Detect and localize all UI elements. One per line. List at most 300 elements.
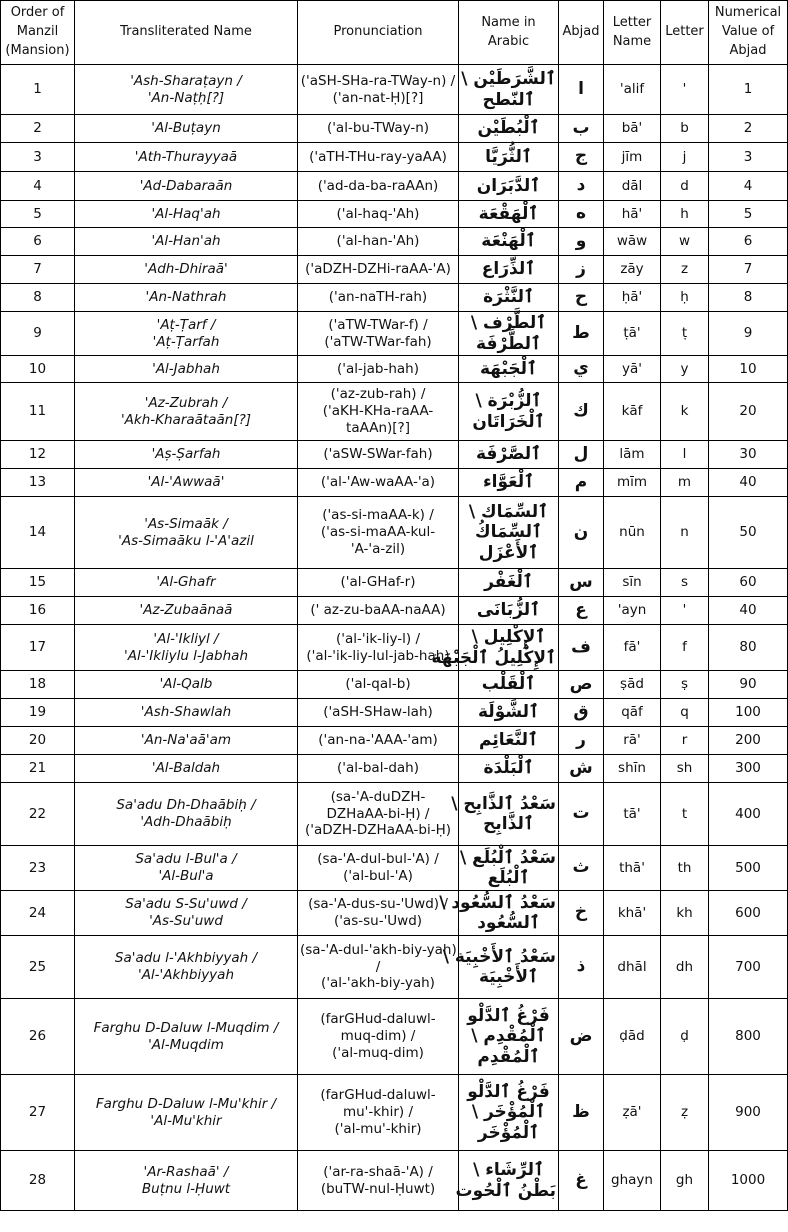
cell-letter: f — [661, 625, 709, 671]
cell-pronunciation — [298, 383, 459, 441]
cell-translit-line: Sa'adu Dh-Dhaābiḥ / — [116, 797, 256, 814]
cell-order: 11 — [1, 383, 75, 441]
cell-arabic-line: ٱلطَّرْف \ — [470, 313, 547, 334]
cell-letter: dh — [661, 936, 709, 999]
cell-translit-line: 'Al-'Akhbiyyah — [137, 967, 235, 983]
cell-letter-name: lām — [604, 441, 661, 469]
cell-arabic-line: ٱلنَّثْرَة — [483, 287, 534, 308]
cell-pronunciation-line: ('aKH-KHa-raAA- — [322, 403, 434, 420]
header-letter-name-line: Letter — [612, 14, 652, 30]
table-row — [1, 115, 788, 143]
table-row — [1, 755, 788, 783]
cell-letter-name: wāw — [604, 228, 661, 256]
cell-abjad: ص — [559, 671, 604, 699]
cell-translit-line: 'Al-Bul'a — [158, 868, 214, 884]
table-row — [1, 143, 788, 172]
cell-pronunciation-line: ('al-jab-hah) — [337, 360, 419, 377]
cell-arabic — [442, 936, 559, 999]
cell-translit-line: 'Ar-Rashaā' / — [143, 1163, 229, 1180]
cell-arabic — [459, 172, 559, 201]
cell-arabic-line: ٱلْغَفْر — [484, 572, 533, 593]
cell-order: 22 — [1, 783, 75, 846]
table-row — [1, 383, 788, 441]
table-row — [1, 597, 788, 625]
cell-pronunciation-line: ('al-bul-'A) — [343, 868, 413, 884]
header-value-line: Abjad — [729, 42, 767, 58]
cell-abjad: ك — [559, 383, 604, 441]
cell-translit-line: 'An-Naṭḥ[?] — [147, 89, 225, 106]
cell-abjad: ف — [559, 625, 604, 671]
cell-translit-line: 'As-Su'uwd — [149, 913, 223, 929]
table-row — [1, 936, 788, 999]
table-row — [1, 172, 788, 201]
cell-letter-name: jīm — [604, 143, 661, 172]
cell-arabic-line: ٱلنَّعَائِم — [479, 730, 538, 751]
cell-translit-line: 'Al-'Awwaā' — [147, 474, 225, 491]
cell-translit-line: 'Al-Han'ah — [151, 233, 221, 250]
cell-pronunciation-line: ('an-na-'AAA-'am) — [318, 732, 438, 749]
cell-letter-name: dhāl — [604, 936, 661, 999]
cell-letter: r — [661, 727, 709, 755]
cell-letter: kh — [661, 891, 709, 936]
cell-pronunciation — [298, 115, 459, 143]
cell-translit-line: 'An-Na'aā'am — [140, 732, 232, 749]
cell-letter: ' — [661, 65, 709, 115]
cell-pronunciation — [298, 65, 459, 115]
cell-arabic — [459, 597, 559, 625]
cell-order: 9 — [1, 312, 75, 356]
cell-pronunciation — [298, 727, 459, 755]
cell-letter: ṭ — [661, 312, 709, 356]
cell-arabic — [459, 356, 559, 383]
cell-arabic-line: ٱلدَّبَرَان — [476, 175, 541, 196]
cell-arabic-line: ٱلسِّمَاكُ — [474, 522, 542, 543]
cell-translit — [75, 999, 298, 1075]
cell-arabic — [459, 65, 559, 115]
cell-arabic — [459, 1075, 559, 1151]
cell-arabic-line: سَعْدُ ٱلسُّعُود \ — [439, 892, 556, 913]
cell-pronunciation-line: (farGHud-daluwl- — [320, 1087, 436, 1104]
cell-translit — [75, 469, 298, 497]
cell-translit — [75, 201, 298, 228]
cell-pronunciation — [298, 1151, 459, 1211]
cell-abjad: ش — [559, 755, 604, 783]
cell-value: 7 — [709, 256, 788, 284]
cell-pronunciation-line: ('al-qal-b) — [345, 676, 411, 693]
cell-translit-line: 'Adh-Dhaābiḥ — [140, 814, 232, 830]
cell-arabic-line: ٱلْعَوَّاء — [482, 472, 535, 493]
cell-arabic-line: ٱلإِكْلِيلُ ٱلْجَبْهَة — [431, 647, 556, 668]
cell-pronunciation-line: ('al-'Aw-waAA-'a) — [320, 474, 436, 491]
cell-pronunciation-line: ('al-'akh-biy-yah) — [321, 975, 435, 992]
cell-order: 5 — [1, 201, 75, 228]
cell-order: 25 — [1, 936, 75, 999]
cell-translit-line: Sa'adu S-Su'uwd / — [125, 896, 247, 913]
table-row — [1, 699, 788, 727]
cell-abjad: ظ — [559, 1075, 604, 1151]
cell-arabic-line: ٱلنّطح — [482, 89, 535, 110]
cell-translit-line: 'Az-Zubrah / — [144, 394, 228, 411]
cell-translit — [75, 671, 298, 699]
cell-pronunciation-line: ('al-'ik-liy-l) / — [335, 630, 420, 647]
cell-arabic-line: ٱلسُّعُود — [477, 913, 540, 933]
table-row — [1, 256, 788, 284]
cell-pronunciation — [298, 497, 459, 569]
cell-abjad: ن — [559, 497, 604, 569]
cell-order: 26 — [1, 999, 75, 1075]
cell-pronunciation — [298, 201, 459, 228]
cell-pronunciation-line: taAAn)[?] — [346, 419, 410, 436]
cell-letter-name: fā' — [604, 625, 661, 671]
cell-arabic — [459, 143, 559, 172]
cell-value: 1000 — [709, 1151, 788, 1211]
cell-arabic-line: ٱلْمُؤْخَر \ — [471, 1102, 546, 1123]
cell-order: 18 — [1, 671, 75, 699]
cell-arabic — [459, 441, 559, 469]
cell-letter: j — [661, 143, 709, 172]
cell-pronunciation-line: ('ar-ra-shaā-'A) / — [323, 1163, 433, 1180]
cell-order: 20 — [1, 727, 75, 755]
header-pronunciation: Pronunciation — [298, 1, 459, 65]
cell-pronunciation — [298, 891, 459, 936]
cell-value: 40 — [709, 597, 788, 625]
cell-pronunciation-line: DZHaAA-bi-Ḥ) / — [326, 805, 430, 822]
cell-letter-name: qāf — [604, 699, 661, 727]
cell-value: 1 — [709, 65, 788, 115]
cell-arabic-line: ٱلْبَلْدَة — [483, 758, 534, 779]
cell-pronunciation — [298, 846, 459, 891]
cell-translit — [75, 356, 298, 383]
cell-translit-line: 'Al-Jabhah — [152, 360, 220, 377]
cell-order: 17 — [1, 625, 75, 671]
header-translit: Transliterated Name — [75, 1, 298, 65]
cell-translit-line: 'Aṣ-Ṣarfah — [151, 446, 221, 463]
cell-pronunciation-line: ('al-GHaf-r) — [340, 574, 416, 591]
cell-order: 16 — [1, 597, 75, 625]
cell-translit — [75, 1151, 298, 1211]
cell-letter-name: ghayn — [604, 1151, 661, 1211]
cell-pronunciation-line: ('as-si-maAA-kul- — [320, 524, 436, 541]
cell-pronunciation — [298, 755, 459, 783]
cell-letter: th — [661, 846, 709, 891]
header-order — [1, 1, 75, 65]
cell-letter: d — [661, 172, 709, 201]
cell-translit-line: 'Aṭ-Ṭarfah — [152, 333, 220, 350]
cell-value: 200 — [709, 727, 788, 755]
cell-translit — [75, 1075, 298, 1151]
cell-letter: m — [661, 469, 709, 497]
cell-pronunciation-line: muq-dim) / — [340, 1028, 416, 1045]
cell-abjad: و — [559, 228, 604, 256]
cell-abjad: ث — [559, 846, 604, 891]
cell-translit-line: 'Al-Ghafr — [156, 574, 216, 591]
cell-letter-name: tā' — [604, 783, 661, 846]
cell-arabic-line: فَرْغُ ٱلدَّلْو — [467, 1081, 550, 1102]
cell-translit — [75, 65, 298, 115]
cell-arabic-line: سَعْدُ ٱلْبُلَع \ — [459, 847, 556, 868]
cell-pronunciation-line: ('aSW-SWar-fah) — [323, 446, 433, 463]
cell-pronunciation — [298, 228, 459, 256]
cell-order: 21 — [1, 755, 75, 783]
cell-pronunciation-line: ('az-zub-rah) / — [330, 386, 426, 403]
cell-pronunciation-line: ('aSH-SHa-ra-TWay-n) / — [300, 72, 456, 89]
cell-value: 400 — [709, 783, 788, 846]
cell-letter-name: 'ayn — [604, 597, 661, 625]
cell-translit-line: 'Ash-Sharaṭayn / — [130, 72, 242, 89]
header-row — [1, 1, 788, 65]
cell-arabic — [459, 755, 559, 783]
cell-pronunciation — [298, 999, 459, 1075]
cell-translit-line: 'Al-Muqdim — [148, 1036, 224, 1053]
cell-translit-line: Buṭnu l-Ḥuwt — [141, 1180, 231, 1197]
cell-order: 1 — [1, 65, 75, 115]
cell-arabic — [459, 228, 559, 256]
cell-translit-line: 'Ad-Dabaraān — [139, 177, 233, 194]
cell-value: 8 — [709, 284, 788, 312]
cell-abjad: س — [559, 569, 604, 597]
cell-translit — [75, 891, 298, 936]
cell-arabic-line: ٱلأَعْزَل — [478, 542, 539, 563]
header-value-line: Numerical — [714, 5, 782, 21]
cell-value: 4 — [709, 172, 788, 201]
cell-arabic-line: سَعْدُ ٱلذَّابِح \ — [451, 793, 556, 814]
cell-pronunciation — [298, 441, 459, 469]
cell-letter-name: ṣād — [604, 671, 661, 699]
cell-abjad: ق — [559, 699, 604, 727]
cell-pronunciation-line: ('as-si-maAA-k) / — [322, 507, 434, 524]
cell-arabic — [459, 727, 559, 755]
cell-letter: ḍ — [661, 999, 709, 1075]
cell-translit — [75, 284, 298, 312]
cell-pronunciation-line: ('aDZH-DZHi-raAA-'A) — [305, 261, 451, 278]
cell-arabic-line: ٱلْخَرَاتَان — [472, 411, 545, 432]
cell-translit — [75, 228, 298, 256]
cell-translit-line: 'Ash-Shawlah — [140, 704, 232, 721]
cell-pronunciation-line: ('aDZH-DZHaAA-bi-Ḥ) — [304, 822, 451, 839]
cell-arabic-line: ٱلْهَقْعَة — [478, 203, 539, 224]
cell-pronunciation — [298, 356, 459, 383]
cell-pronunciation-line: ('aTH-THu-ray-yaAA) — [309, 148, 447, 165]
table-row — [1, 671, 788, 699]
cell-value: 2 — [709, 115, 788, 143]
cell-pronunciation — [298, 597, 459, 625]
cell-value: 800 — [709, 999, 788, 1075]
cell-letter-name: ṭā' — [604, 312, 661, 356]
cell-pronunciation-line: (sa-'A-dul-bul-'A) / — [317, 851, 439, 868]
cell-abjad: ض — [559, 999, 604, 1075]
cell-arabic — [459, 671, 559, 699]
cell-pronunciation-line: ('as-su-'Uwd) — [333, 913, 423, 929]
cell-letter: l — [661, 441, 709, 469]
cell-arabic-line: فَرْغُ ٱلدَّلْو — [467, 1005, 550, 1026]
cell-value: 5 — [709, 201, 788, 228]
cell-pronunciation-line: ('an-nat-Ḥ)[?] — [332, 89, 424, 106]
cell-abjad: ب — [559, 115, 604, 143]
cell-arabic-line: ٱلْمُقْدِم \ — [471, 1026, 546, 1047]
cell-arabic-line: ٱلسِّمَاك \ — [468, 501, 549, 522]
cell-translit-line: 'Akh-Kharaātaān[?] — [120, 411, 252, 428]
table-row — [1, 356, 788, 383]
cell-value: 900 — [709, 1075, 788, 1151]
cell-value: 40 — [709, 469, 788, 497]
cell-abjad: ي — [559, 356, 604, 383]
cell-pronunciation — [298, 172, 459, 201]
cell-translit-line: Sa'adu l-Bul'a / — [135, 851, 237, 868]
cell-letter-name: nūn — [604, 497, 661, 569]
cell-pronunciation-line: (sa-'A-dus-su-'Uwd) / — [308, 896, 448, 913]
cell-arabic — [431, 625, 559, 671]
cell-order: 27 — [1, 1075, 75, 1151]
cell-abjad: ه — [559, 201, 604, 228]
cell-letter-name: dāl — [604, 172, 661, 201]
cell-pronunciation-line: mu'-khir) / — [342, 1104, 414, 1121]
table-row — [1, 228, 788, 256]
cell-value: 20 — [709, 383, 788, 441]
cell-translit — [75, 256, 298, 284]
cell-arabic — [459, 569, 559, 597]
cell-arabic-line: ٱلْمُؤْخَر — [477, 1122, 540, 1143]
cell-letter: sh — [661, 755, 709, 783]
cell-arabic — [459, 115, 559, 143]
cell-arabic — [459, 846, 559, 891]
cell-pronunciation — [298, 256, 459, 284]
cell-order: 19 — [1, 699, 75, 727]
cell-order: 23 — [1, 846, 75, 891]
cell-translit — [75, 569, 298, 597]
cell-letter-name: zāy — [604, 256, 661, 284]
cell-arabic-line: ٱلْجَبْهَة — [479, 358, 538, 379]
cell-arabic-line: سَعْدُ ٱلأَخْبِيَة \ — [442, 946, 556, 967]
cell-translit-line: Sa'adu l-'Akhbiyyah / — [114, 950, 258, 967]
cell-pronunciation — [298, 469, 459, 497]
cell-letter-name: sīn — [604, 569, 661, 597]
cell-value: 100 — [709, 699, 788, 727]
header-order-line: Manzil — [16, 24, 59, 40]
cell-abjad: ج — [559, 143, 604, 172]
cell-order: 4 — [1, 172, 75, 201]
cell-translit-line: Farghu D-Daluw l-Mu'khir / — [95, 1095, 277, 1112]
header-order-line: Order of — [10, 5, 65, 21]
cell-order: 28 — [1, 1151, 75, 1211]
header-letter-name — [604, 1, 661, 65]
cell-arabic-line: ٱلشَّرَطَيْن \ — [461, 69, 556, 90]
cell-value: 9 — [709, 312, 788, 356]
table-row — [1, 569, 788, 597]
cell-order: 12 — [1, 441, 75, 469]
cell-abjad: ذ — [559, 936, 604, 999]
cell-arabic-line: ٱلرِّشَاء \ — [473, 1160, 544, 1181]
cell-value: 50 — [709, 497, 788, 569]
cell-arabic — [459, 256, 559, 284]
cell-translit-line: 'Al-Haq'ah — [151, 205, 221, 222]
cell-arabic-line: ٱلإِكْلِيل \ — [471, 627, 546, 648]
cell-order: 3 — [1, 143, 75, 172]
table-row — [1, 1075, 788, 1151]
cell-arabic-line: ٱلْبُطَيْن — [477, 118, 540, 139]
cell-letter: w — [661, 228, 709, 256]
cell-pronunciation — [298, 569, 459, 597]
cell-pronunciation-line: (farGHud-daluwl- — [320, 1011, 436, 1028]
header-abjad: Abjad — [559, 1, 604, 65]
header-arabic: Name in Arabic — [459, 1, 559, 65]
cell-letter-name: ẓā' — [604, 1075, 661, 1151]
cell-abjad: ز — [559, 256, 604, 284]
cell-arabic-line: بَطْنُ ٱلْحُوت — [455, 1180, 556, 1201]
cell-translit — [75, 755, 298, 783]
cell-order: 6 — [1, 228, 75, 256]
cell-translit-line: 'Al-'Ikliylu l-Jabhah — [124, 647, 248, 664]
cell-pronunciation-line: ('aSH-SHaw-lah) — [323, 704, 433, 721]
cell-letter-name: yā' — [604, 356, 661, 383]
cell-translit — [75, 383, 298, 441]
cell-order: 8 — [1, 284, 75, 312]
cell-value: 500 — [709, 846, 788, 891]
table-row — [1, 284, 788, 312]
table-row — [1, 999, 788, 1075]
cell-pronunciation-line: ('al-haq-'Ah) — [336, 205, 420, 222]
cell-abjad: ر — [559, 727, 604, 755]
cell-value: 10 — [709, 356, 788, 383]
cell-value: 30 — [709, 441, 788, 469]
cell-letter: t — [661, 783, 709, 846]
cell-translit — [75, 312, 298, 356]
cell-letter: k — [661, 383, 709, 441]
cell-translit — [75, 172, 298, 201]
header-value-line: Value of — [721, 24, 775, 40]
cell-arabic — [459, 999, 559, 1075]
cell-abjad: م — [559, 469, 604, 497]
cell-pronunciation — [298, 783, 459, 846]
cell-letter: b — [661, 115, 709, 143]
cell-translit-line: 'As-Simaāk / — [144, 515, 228, 532]
cell-letter-name: ḍād — [604, 999, 661, 1075]
cell-pronunciation-line: ('al-muq-dim) — [332, 1044, 424, 1061]
cell-letter: ' — [661, 597, 709, 625]
header-order-line: (Mansion) — [5, 42, 70, 58]
cell-abjad: ل — [559, 441, 604, 469]
cell-letter-name: mīm — [604, 469, 661, 497]
cell-arabic-line: ٱلزُّبْرَة \ — [475, 391, 542, 412]
cell-pronunciation-line: ('an-naTH-rah) — [328, 289, 428, 306]
table-row — [1, 727, 788, 755]
cell-letter-name: thā' — [604, 846, 661, 891]
cell-arabic — [439, 891, 559, 936]
cell-translit-line: 'Al-Mu'khir — [150, 1112, 222, 1129]
cell-pronunciation-line: 'A-'a-zil) — [350, 540, 406, 557]
cell-pronunciation — [298, 936, 459, 999]
cell-arabic — [459, 383, 559, 441]
cell-letter-name: kāf — [604, 383, 661, 441]
cell-arabic-line: ٱلثُّرَيَّا — [485, 146, 532, 167]
table-row — [1, 312, 788, 356]
header-letter-name-line: Name — [612, 33, 652, 49]
table-row — [1, 469, 788, 497]
cell-pronunciation-line: ('aTW-TWar-f) / — [328, 316, 428, 333]
cell-abjad: غ — [559, 1151, 604, 1211]
table-row — [1, 783, 788, 846]
cell-letter-name: bā' — [604, 115, 661, 143]
cell-pronunciation-line: ('ad-da-ba-raAAn) — [317, 177, 439, 194]
cell-pronunciation-line: (buTW-nul-Ḥuwt) — [320, 1180, 436, 1197]
cell-translit — [75, 783, 298, 846]
cell-translit-line: 'Al-Buṭayn — [151, 120, 221, 137]
cell-translit — [75, 936, 298, 999]
cell-translit — [75, 597, 298, 625]
cell-letter: z — [661, 256, 709, 284]
cell-order: 15 — [1, 569, 75, 597]
cell-abjad: ع — [559, 597, 604, 625]
cell-value: 3 — [709, 143, 788, 172]
